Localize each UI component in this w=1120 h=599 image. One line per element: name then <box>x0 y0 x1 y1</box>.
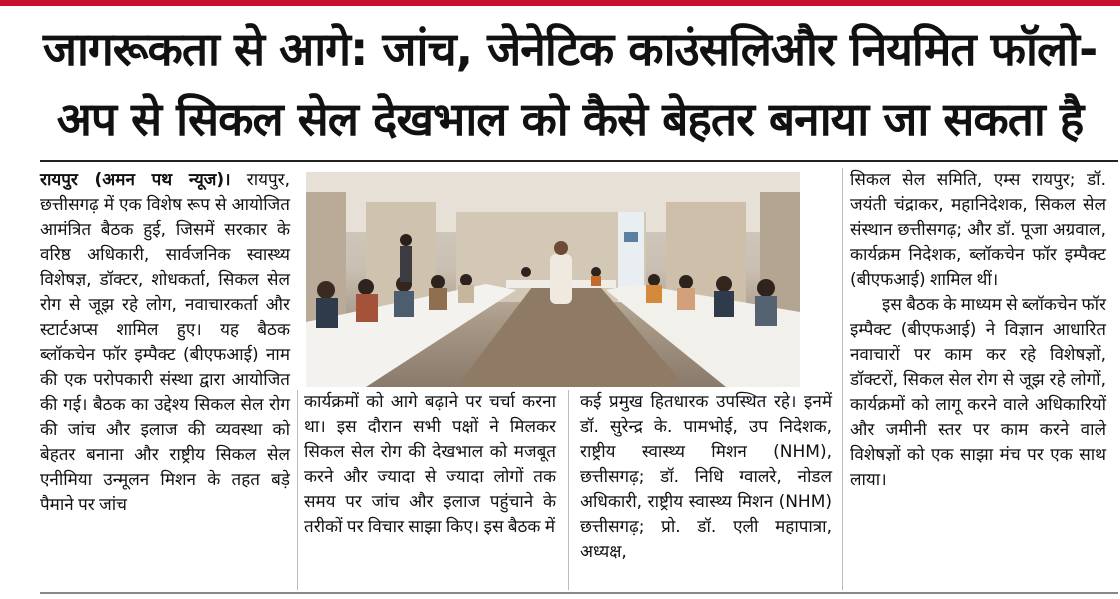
column-1-text: रायपुर, छत्तीसगढ़ में एक विशेष रूप से आयोजित आमंत्रित बैठक हुई, जिसमें सरकार के वरिष्ठ अधिकारी, सार्वजनिक स्वास्थ्य विशेषज्ञ, डॉक्टर, शोधकर्ता, सिकल सेल रोग से जूझ रहे लोग, नवाचारकर्ता और स्टार्टअप्स शामिल हुए। यह बैठक ब्लॉकचेन फॉर इम्पैक्ट (बीएफआई) नाम की एक परोपकारी संस्था द्वारा आयोजित की गई। बैठक का उद्देश्य सिकल सेल रोग की जांच और इलाज की व्यवस्था को बेहतर बनाना और राष्ट्रीय सिकल सेल एनीमिया उन्मूलन मिशन के तहत बड़े पैमाने पर जांच <box>40 170 290 515</box>
article-column-1 <box>40 168 290 518</box>
column-divider-1 <box>297 390 298 590</box>
headline-divider <box>40 160 1118 162</box>
article-column-2 <box>304 390 556 540</box>
meeting-photo <box>306 172 800 387</box>
column-divider-2 <box>568 390 569 590</box>
article-column-4 <box>850 168 1106 493</box>
headline-line-2: अप से सिकल सेल देखभाल को कैसे बेहतर बनाया जा सकता है <box>56 92 1084 146</box>
column-1-paragraph <box>40 168 290 518</box>
column-3-text: कई प्रमुख हितधारक उपस्थित रहे। इनमें डॉ. सुरेन्द्र के. पामभोई, उप निदेशक, राष्ट्रीय स्वास्थ्य मिशन (NHM), छत्तीसगढ़; डॉ. निधि ग्वालरे, नोडल अधिकारी, राष्ट्रीय स्वास्थ्य मिशन (NHM) छत्तीसगढ़; प्रो. डॉ. एली महापात्रा, अध्यक्ष, <box>580 392 832 562</box>
column-2-text: कार्यक्रमों को आगे बढ़ाने पर चर्चा करना था। इस दौरान सभी पक्षों ने मिलकर सिकल सेल रोग की देखभाल को मजबूत करने और ज्यादा से ज्यादा लोगों तक समय पर जांच और इलाज पहुंचाने के तरीकों पर विचार साझा किए। इस बैठक में <box>304 392 556 537</box>
article-column-3 <box>580 390 832 565</box>
column-4-paragraph-2: इस बैठक के माध्यम से ब्लॉकचेन फॉर इम्पैक्ट (बीएफआई) ने विज्ञान आधारित नवाचारों पर काम कर रहे विशेषज्ञों, डॉक्टरों, सिकल सेल रोग से जूझ रहे लोगों, कार्यक्रमों को लागू करने वाले अधिकारियों और जमीनी स्तर पर काम करने वाले विशेषज्ञों को एक साझा मंच पर एक साथ लाया। <box>850 295 1107 490</box>
headline <box>40 14 1100 154</box>
top-color-bar <box>0 0 1120 6</box>
column-divider-3 <box>842 168 843 590</box>
bottom-divider <box>40 592 1118 594</box>
column-4-paragraph-1: सिकल सेल समिति, एम्स रायपुर; डॉ. जयंती चंद्राकर, महानिदेशक, सिकल सेल संस्थान छत्तीसगढ़; और डॉ. पूजा अग्रवाल, कार्यक्रम निदेशक, ब्लॉकचेन फॉर इम्पैक्ट (बीएफआई) शामिल थीं। <box>850 170 1106 290</box>
headline-line-1: जागरूकता से आगे: जांच, जेनेटिक काउंसलिऔर नियमित फॉलो- <box>42 22 1098 76</box>
meeting-photo-icon <box>306 172 800 387</box>
dateline: रायपुर (अमन पथ न्यूज)। <box>40 170 231 190</box>
